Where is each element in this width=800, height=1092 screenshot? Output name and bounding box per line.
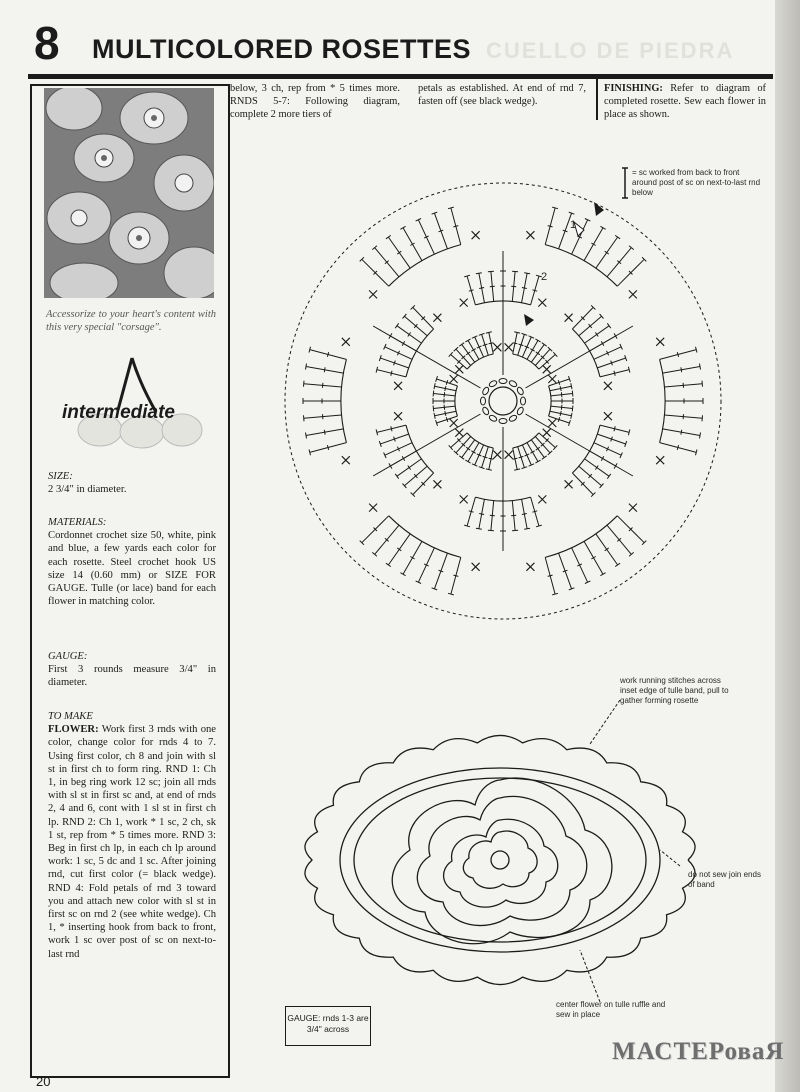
dc-topbar [514, 469, 520, 470]
dc-crossbar [681, 430, 682, 435]
materials-text: Cordonnet crochet size 50, white, pink and blue, a few yards each color for each rosette. Steel crochet hook US size 14 (0.60 mm) or SIZE FOR GAUGE. Tulle (or lace) band for each flower in matching color. [48, 530, 216, 608]
dc-crossbar [614, 426, 615, 431]
petal-base-arc [389, 245, 461, 287]
dc-crossbar [479, 288, 484, 289]
chain-stitch-symbol [499, 379, 507, 384]
petal-base-arc [467, 433, 493, 448]
dc-topbar [572, 406, 573, 412]
page-title: MULTICOLORED ROSETTES [92, 34, 471, 64]
to-make-label: TO MAKE [48, 711, 93, 722]
diagram-marker-1: 1 [570, 219, 577, 231]
annotation-do-not-sew: do not sew join ends of band [688, 870, 761, 889]
sc-stitch-symbol [472, 563, 480, 571]
dc-crossbar [614, 371, 615, 376]
page-number: 20 [36, 1074, 51, 1089]
dc-crossbar [561, 392, 562, 397]
dc-topbar [395, 323, 399, 328]
chain-stitch-symbol [499, 419, 507, 424]
rosette-photo-image [44, 88, 214, 298]
dc-topbar [542, 456, 547, 460]
black-wedge-marker [594, 202, 604, 216]
petal-base-arc [341, 359, 346, 442]
photo-caption: Accessorize to your heart's content with this very special "corsage". [46, 309, 216, 333]
dc-topbar [400, 573, 405, 576]
flower-label: FLOWER: [48, 724, 99, 736]
dc-crossbar [397, 251, 401, 254]
dc-crossbar [397, 548, 401, 551]
sc-stitch-symbol [548, 419, 556, 427]
dc-crossbar [408, 332, 411, 336]
dc-crossbar [469, 511, 474, 512]
sc-stitch-symbol [526, 563, 534, 571]
dc-topbar [434, 383, 435, 389]
dc-crossbar [560, 411, 561, 416]
petal-base-arc [513, 433, 539, 448]
petal-base-arc [513, 354, 539, 369]
dc-crossbar [522, 514, 527, 515]
dc-topbar [571, 413, 572, 419]
legend-text: = sc worked from back to front around post of sc on next-to-last rnd below [632, 168, 761, 197]
petal-base-arc [467, 354, 493, 369]
dc-topbar [476, 273, 482, 274]
dc-crossbar [536, 447, 540, 450]
chain-stitch-symbol [488, 380, 497, 388]
center-ring [489, 387, 517, 415]
sc-stitch-symbol [565, 314, 573, 322]
sc-stitch-symbol [394, 382, 402, 390]
sc-stitch-symbol [450, 419, 458, 427]
size-label: SIZE: [48, 471, 73, 482]
chain-stitch-symbol [488, 414, 497, 422]
sc-stitch-symbol [455, 429, 463, 437]
sc-stitch-symbol [629, 504, 637, 512]
pattern-number: 8 [34, 17, 60, 69]
dc-topbar [400, 226, 405, 229]
petal-base-arc [389, 516, 461, 558]
dc-topbar [535, 339, 540, 342]
to-make-text: Work first 3 rnds with one color, change color for rnds 4 to 7. Using first color, ch 8 and join with sl st in first ch to form ring. RND 1: Ch 1, in beg ring work 12 sc; join all rnds with sl st in first sc and, at end of rnds 2, 4 and 6, cont with 1 sl st in first ch lp. RND 2: Ch 1, work * 1 sc, 2 ch, sk 1 st, rep from * 5 times more. RND 3: Beg in first ch lp, in each ch lp around work: 1 sc, 5 dc and 1 sc. After joining rnd, cut first color (= black wedge). RND 4: Fold petals of rnd 3 toward you and attach new color with sl st in first sc on rnd 2 (see white wedge). Ch 1, * inserting hook from back to front, work 1 sc over post of sc on next-to-last rnd [48, 724, 216, 960]
dc-topbar [512, 530, 518, 531]
annotation-running-stitches: work running stitches across inset edge of tulle band, pull to gather forming rosette [620, 676, 729, 705]
dc-topbar [306, 364, 307, 370]
chain-stitch-symbol [508, 414, 517, 422]
dc-crossbar [408, 466, 411, 470]
gauge-text: First 3 rounds measure 3/4" in diameter. [48, 664, 216, 689]
dc-crossbar [327, 352, 328, 357]
sc-stitch-symbol [472, 231, 480, 239]
dc-crossbar [324, 367, 325, 372]
sc-stitch-symbol [505, 451, 513, 459]
sc-stitch-symbol [656, 456, 664, 464]
dc-topbar [433, 391, 434, 397]
sc-stitch-symbol [505, 343, 513, 351]
sc-stitch-symbol [629, 290, 637, 298]
instruction-column-2: below, 3 ch, rep from * 5 times more. RNDS 5-7: Following diagram, complete 2 more tiers of [230, 83, 400, 120]
materials-section [48, 516, 216, 608]
sc-stitch-symbol [450, 375, 458, 383]
dc-topbar [395, 474, 399, 479]
dc-topbar [512, 271, 518, 272]
chain-stitch-symbol [521, 397, 526, 405]
dc-crossbar [466, 447, 470, 450]
dc-topbar [571, 383, 572, 389]
sc-stitch-symbol [342, 338, 350, 346]
sc-stitch-symbol [433, 480, 441, 488]
sc-stitch-symbol [493, 343, 501, 351]
finishing-section [604, 82, 766, 121]
dc-crossbar [453, 226, 458, 227]
dc-topbar [433, 406, 434, 412]
sc-stitch-symbol [538, 299, 546, 307]
chain-stitch-symbol [508, 380, 517, 388]
dc-crossbar [469, 290, 474, 291]
petal-base-arc [545, 516, 617, 558]
dc-topbar [304, 381, 305, 387]
dc-crossbar [444, 392, 445, 397]
dc-topbar [459, 456, 464, 460]
crochet-diagram [282, 180, 724, 622]
gauge-box: GAUGE: rnds 1-3 are 3/4" across [285, 1006, 371, 1046]
dc-crossbar [466, 352, 470, 355]
chain-stitch-symbol [482, 406, 490, 415]
chain-stitch-symbol [516, 386, 524, 395]
finishing-text: Refer to diagram of completed rosette. Sew each flower in place as shown. [604, 83, 766, 120]
outer-dashed-ring [285, 183, 721, 619]
dc-topbar [600, 226, 605, 229]
skill-level-label: intermediate [62, 402, 175, 423]
finishing-label: FINISHING: [604, 83, 663, 94]
dc-topbar [465, 460, 470, 463]
dc-crossbar [677, 352, 678, 357]
dc-topbar [306, 433, 307, 439]
materials-label: MATERIALS: [48, 517, 107, 528]
dc-topbar [542, 343, 547, 347]
dc-crossbar [605, 251, 609, 254]
dc-crossbar [677, 445, 678, 450]
dc-topbar [486, 332, 492, 333]
dc-crossbar [513, 458, 518, 459]
rosette-photo [44, 88, 214, 298]
dc-topbar [535, 460, 540, 463]
sc-stitch-symbol [543, 429, 551, 437]
header-rule [28, 74, 773, 79]
petal-base-arc [545, 245, 617, 287]
dc-crossbar [489, 343, 494, 344]
dc-crossbar [548, 226, 553, 227]
black-wedge-marker [524, 314, 534, 326]
bleed-through-text: CUELLO DE PIEDRA [486, 38, 735, 63]
dc-topbar [304, 415, 305, 421]
dc-crossbar [445, 411, 446, 416]
dc-topbar [488, 530, 494, 531]
gauge-label: GAUGE: [48, 651, 88, 662]
dc-crossbar [536, 352, 540, 355]
sc-stitch-symbol [543, 365, 551, 373]
annotation-center-flower: center flower on tulle ruffle and sew in place [556, 1000, 666, 1019]
dc-crossbar [391, 426, 392, 431]
dc-crossbar [445, 386, 446, 391]
dc-crossbar [548, 575, 553, 576]
size-section [48, 470, 216, 496]
dc-topbar [524, 528, 530, 529]
dc-crossbar [324, 430, 325, 435]
chain-stitch-symbol [482, 386, 490, 395]
dc-topbar [702, 381, 703, 387]
sc-stitch-symbol [455, 365, 463, 373]
dc-topbar [465, 339, 470, 342]
dc-crossbar [595, 466, 598, 470]
dc-topbar [386, 563, 391, 566]
dc-crossbar [453, 575, 458, 576]
dc-topbar [700, 364, 701, 370]
sc-stitch-symbol [526, 231, 534, 239]
sc-stitch-symbol [460, 299, 468, 307]
dc-crossbar [444, 405, 445, 410]
sc-stitch-symbol [565, 480, 573, 488]
sc-stitch-symbol [342, 456, 350, 464]
dc-topbar [524, 273, 530, 274]
sc-stitch-symbol [433, 314, 441, 322]
sc-stitch-symbol [604, 382, 612, 390]
sc-stitch-symbol [548, 375, 556, 383]
chain-stitch-symbol [481, 397, 486, 405]
sc-stitch-symbol [394, 412, 402, 420]
dc-topbar [572, 391, 573, 397]
dc-crossbar [513, 343, 518, 344]
watermark: МАСТЕРоваЯ [612, 1038, 785, 1065]
sc-stitch-symbol [538, 495, 546, 503]
dc-topbar [459, 343, 464, 347]
dc-topbar [702, 415, 703, 421]
sc-stitch-symbol [460, 495, 468, 503]
annotation-leaders [560, 700, 760, 1020]
dc-topbar [615, 563, 620, 566]
dc-crossbar [532, 511, 537, 512]
dc-topbar [514, 332, 520, 333]
dc-topbar [607, 323, 611, 328]
dc-crossbar [391, 371, 392, 376]
size-text: 2 3/4" in diameter. [48, 484, 127, 496]
diagram-marker-2: 2 [541, 271, 548, 283]
instruction-column-3: petals as established. At end of rnd 7, fasten off (see black wedge). [418, 83, 586, 107]
dc-topbar [700, 433, 701, 439]
page-edge-shadow [775, 0, 800, 1092]
dc-topbar [488, 271, 494, 272]
dc-topbar [615, 235, 620, 238]
sc-stitch-symbol [656, 338, 664, 346]
dc-topbar [476, 528, 482, 529]
dc-crossbar [532, 290, 537, 291]
petal-base-arc [660, 359, 665, 442]
dc-crossbar [560, 386, 561, 391]
dc-crossbar [522, 288, 527, 289]
dc-crossbar [561, 405, 562, 410]
sc-stitch-symbol [604, 412, 612, 420]
chain-stitch-symbol [516, 406, 524, 415]
sc-stitch-symbol [369, 504, 377, 512]
dc-crossbar [605, 548, 609, 551]
dc-crossbar [595, 332, 598, 336]
gauge-section [48, 650, 216, 690]
sc-stitch-symbol [493, 451, 501, 459]
to-make-section [48, 710, 216, 961]
sc-stitch-symbol [369, 290, 377, 298]
dc-crossbar [327, 445, 328, 450]
column-divider [596, 78, 598, 120]
dc-topbar [386, 235, 391, 238]
dc-crossbar [681, 367, 682, 372]
dc-crossbar [489, 458, 494, 459]
dc-topbar [486, 469, 492, 470]
dc-topbar [434, 413, 435, 419]
dc-topbar [607, 474, 611, 479]
dc-crossbar [479, 514, 484, 515]
dc-topbar [600, 573, 605, 576]
